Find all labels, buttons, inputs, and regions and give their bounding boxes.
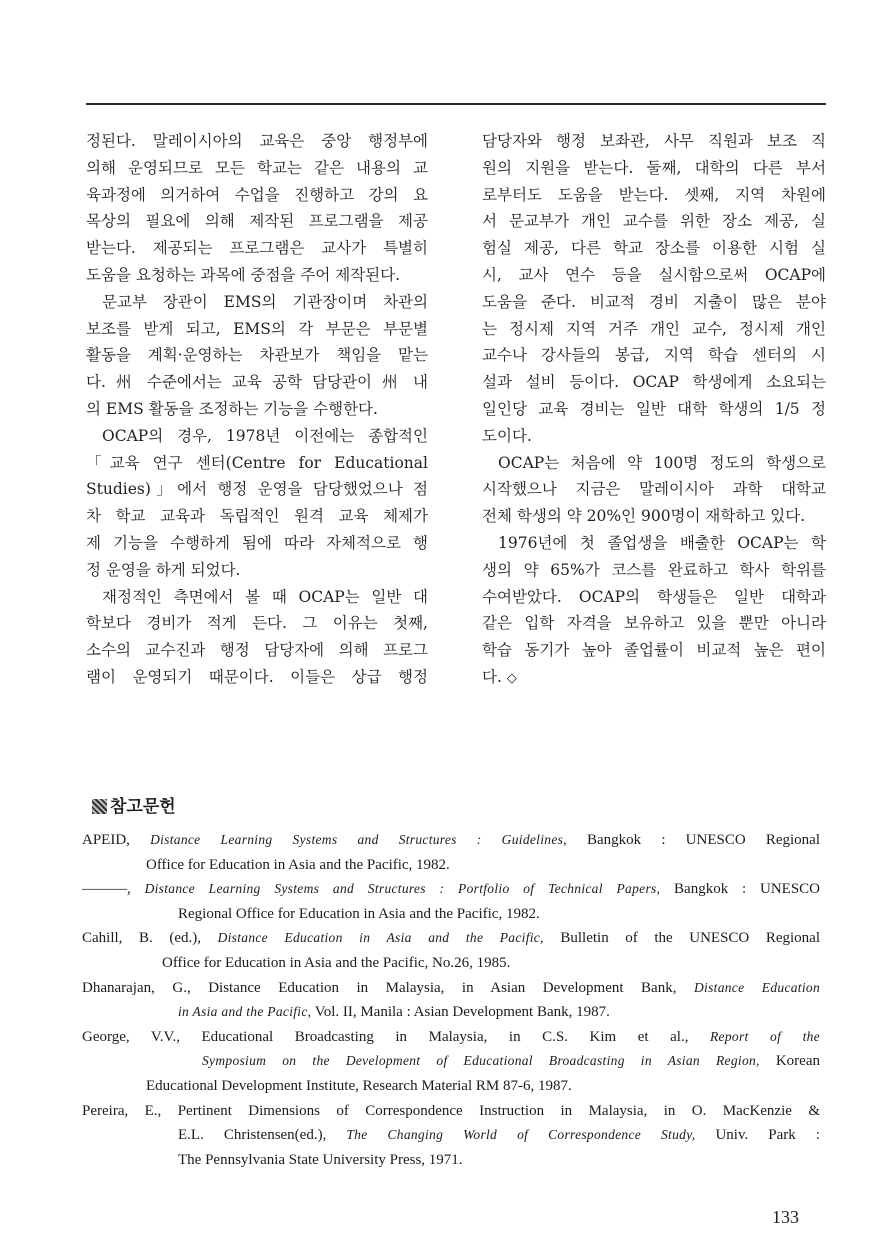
reference-line: Regional Office for Education in Asia and the Pacific, 1982. xyxy=(178,905,540,922)
reference-item xyxy=(82,828,820,877)
ref-text: ———, xyxy=(82,881,145,898)
ref-text: Univ. Park : xyxy=(695,1127,820,1144)
reference-line xyxy=(82,828,820,853)
reference-line xyxy=(82,976,820,1001)
text-line: 활동을 계획·운영하는 차관보가 책임을 맡는 xyxy=(86,346,428,365)
ref-text: E.L. Christensen(ed.), xyxy=(178,1127,347,1144)
text-line: 원의 지원을 받는다. 둘째, 대학의 다른 부서 xyxy=(482,158,826,177)
text-line: 생의 약 65%가 코스를 완료하고 학사 학위를 xyxy=(482,560,826,579)
ref-text: Bangkok : UNESCO Regional xyxy=(566,832,820,848)
ref-text: Vol. II, Manila : Asian Development Bank, 1987. xyxy=(311,1004,610,1021)
ref-title: Distance Education xyxy=(693,979,820,995)
text-line: 1976년에 첫 졸업생을 배출한 OCAP는 학 xyxy=(498,533,826,552)
ref-text: APEID, xyxy=(82,832,151,848)
text-line: 는 정시제 지역 거주 개인 교수, 정시제 개인 xyxy=(482,319,826,338)
text-line: 차 학교 교육과 독립적인 원격 교육 체제가 xyxy=(86,507,428,526)
page-number: 133 xyxy=(772,1207,799,1227)
reference-item xyxy=(82,976,820,1025)
paragraph xyxy=(86,289,428,423)
text-line: 재정적인 측면에서 볼 때 OCAP는 일반 대 xyxy=(102,587,428,606)
text-line: 도이다. xyxy=(482,426,532,445)
text-line: 의해 운영되므로 모든 학교는 같은 내용의 교 xyxy=(86,158,428,177)
text-line xyxy=(482,664,826,693)
references-list xyxy=(82,828,820,1172)
text-line: 로부터도 도움을 받는다. 셋째, 지역 차원에 xyxy=(482,185,826,204)
text-line: 도움을 요청하는 과목에 중점을 주어 제작된다. xyxy=(86,265,401,284)
paragraph xyxy=(482,530,826,693)
text-line: 문교부 장관이 EMS의 기관장이며 차관의 xyxy=(102,292,428,311)
paragraph xyxy=(86,423,428,584)
paragraph xyxy=(482,450,826,530)
text-line: 수여받았다. OCAP의 학생들은 일반 대학과 xyxy=(482,587,826,606)
ref-text: Dhanarajan, G., Distance Education in Malaysia, in Asian Development Bank, xyxy=(82,979,694,996)
text-line: 시작했으나 지금은 말레이시아 과학 대학교 xyxy=(482,480,826,499)
reference-line: Pereira, E., Pertinent Dimensions of Correspondence Instruction in Malaysia, in O. MacKenzie & xyxy=(82,1102,820,1119)
reference-line xyxy=(82,926,820,951)
header-rule xyxy=(86,103,826,105)
text-line: 다. 州 수준에서는 교육 공학 담당관이 州 내 xyxy=(86,373,428,392)
reference-line xyxy=(82,1025,820,1050)
body-column-left xyxy=(86,128,428,691)
end-mark-icon: ◇ xyxy=(506,670,517,686)
text-line: 받는다. 제공되는 프로그램은 교사가 특별히 xyxy=(86,239,428,258)
text-line: 학보다 경비가 적게 든다. 그 이유는 첫째, xyxy=(86,614,428,633)
paragraph xyxy=(86,128,428,289)
text-line: 의 EMS 활동을 조정하는 기능을 수행한다. xyxy=(86,399,378,418)
reference-line xyxy=(82,1123,820,1148)
ref-text: Bulletin of the UNESCO Regional xyxy=(543,930,820,947)
ref-title: Report of the xyxy=(710,1028,820,1044)
reference-item xyxy=(82,1099,820,1173)
references-heading xyxy=(92,792,176,817)
reference-line: Office for Education in Asia and the Pacific, No.26, 1985. xyxy=(162,954,511,971)
ref-title: Distance Learning Systems and Structures : Guidelines, xyxy=(150,832,567,847)
reference-line xyxy=(82,1000,820,1025)
ref-text: Bangkok : UNESCO xyxy=(660,881,821,898)
reference-item xyxy=(82,877,820,926)
text-line: 험실 제공, 다른 학교 장소를 이용한 시험 실 xyxy=(482,239,826,258)
ref-text: Cahill, B. (ed.), xyxy=(82,930,218,947)
ref-title: in Asia and the Pacific, xyxy=(178,1004,312,1020)
text-line: 학습 동기가 높아 졸업률이 비교적 높은 편이 xyxy=(482,641,826,660)
text-line: 서 문교부가 개인 교수를 위한 장소 제공, 실 xyxy=(482,212,826,231)
reference-line: Educational Development Institute, Research Material RM 87-6, 1987. xyxy=(146,1077,572,1094)
text-line: Studies)」에서 행정 운영을 담당했었으나 점 xyxy=(86,480,428,499)
text-line: 도움을 준다. 비교적 경비 지출이 많은 분야 xyxy=(482,292,826,311)
ref-title: Distance Learning Systems and Structures : Portfolio of Technical Papers, xyxy=(144,881,661,897)
references-heading-text: 참고문헌 xyxy=(110,797,176,817)
text-line: OCAP는 처음에 약 100명 정도의 학생으로 xyxy=(498,453,826,472)
ref-text: Korean xyxy=(759,1053,820,1070)
ref-title: Symposium on the Development of Educational Broadcasting in Asian Region, xyxy=(202,1053,760,1069)
text-line: 소수의 교수진과 행정 담당자에 의해 프로그 xyxy=(86,641,428,660)
text-line: 정된다. 말레이시아의 교육은 중앙 행정부에 xyxy=(86,132,428,150)
ref-text: George, V.V., Educational Broadcasting in Malaysia, in C.S. Kim et al., xyxy=(82,1028,710,1045)
reference-line xyxy=(82,877,820,902)
text-line: 교수나 강사들의 봉급, 지역 학습 센터의 시 xyxy=(482,346,826,365)
body-column-right xyxy=(482,128,826,693)
text-line: 설과 설비 등이다. OCAP 학생에게 소요되는 xyxy=(482,373,826,392)
text-line: 전체 학생의 약 20%인 900명이 재학하고 있다. xyxy=(482,507,806,526)
paragraph xyxy=(86,584,428,691)
text-line: 같은 입학 자격을 보유하고 있을 뿐만 아니라 xyxy=(482,614,826,633)
ref-title: Distance Education in Asia and the Pacific, xyxy=(217,930,544,946)
text-line: 「교육 연구 센터(Centre for Educational xyxy=(86,453,428,472)
heading-bullet-icon xyxy=(92,799,107,814)
text-line: 육과정에 의거하여 수업을 진행하고 강의 요 xyxy=(86,185,428,204)
text-line: 시, 교사 연수 등을 실시함으로써 OCAP에 xyxy=(482,265,826,284)
text-line: 보조를 받게 되고, EMS의 각 부문은 부문별 xyxy=(86,319,428,338)
reference-item xyxy=(82,1025,820,1099)
text-line: 램이 운영되기 때문이다. 이들은 상급 행정 xyxy=(86,667,428,686)
text-line: 정 운영을 하게 되었다. xyxy=(86,560,241,579)
text-line: 목상의 필요에 의해 제작된 프로그램을 제공 xyxy=(86,212,428,231)
reference-line: The Pennsylvania State University Press, 1971. xyxy=(178,1151,463,1168)
text-line: 담당자와 행정 보좌관, 사무 직원과 보조 직 xyxy=(482,132,826,150)
text-line: 제 기능을 수행하게 됨에 따라 자체적으로 행 xyxy=(86,533,428,552)
ref-title: The Changing World of Correspondence Study, xyxy=(346,1127,696,1143)
reference-item xyxy=(82,926,820,975)
text-line: OCAP의 경우, 1978년 이전에는 종합적인 xyxy=(102,426,428,445)
reference-line: Office for Education in Asia and the Pacific, 1982. xyxy=(146,856,450,873)
reference-line xyxy=(82,1049,820,1074)
text-fragment: 다. xyxy=(482,667,502,686)
text-line: 일인당 교육 경비는 일반 대학 학생의 1/5 정 xyxy=(482,399,826,418)
paragraph xyxy=(482,128,826,450)
